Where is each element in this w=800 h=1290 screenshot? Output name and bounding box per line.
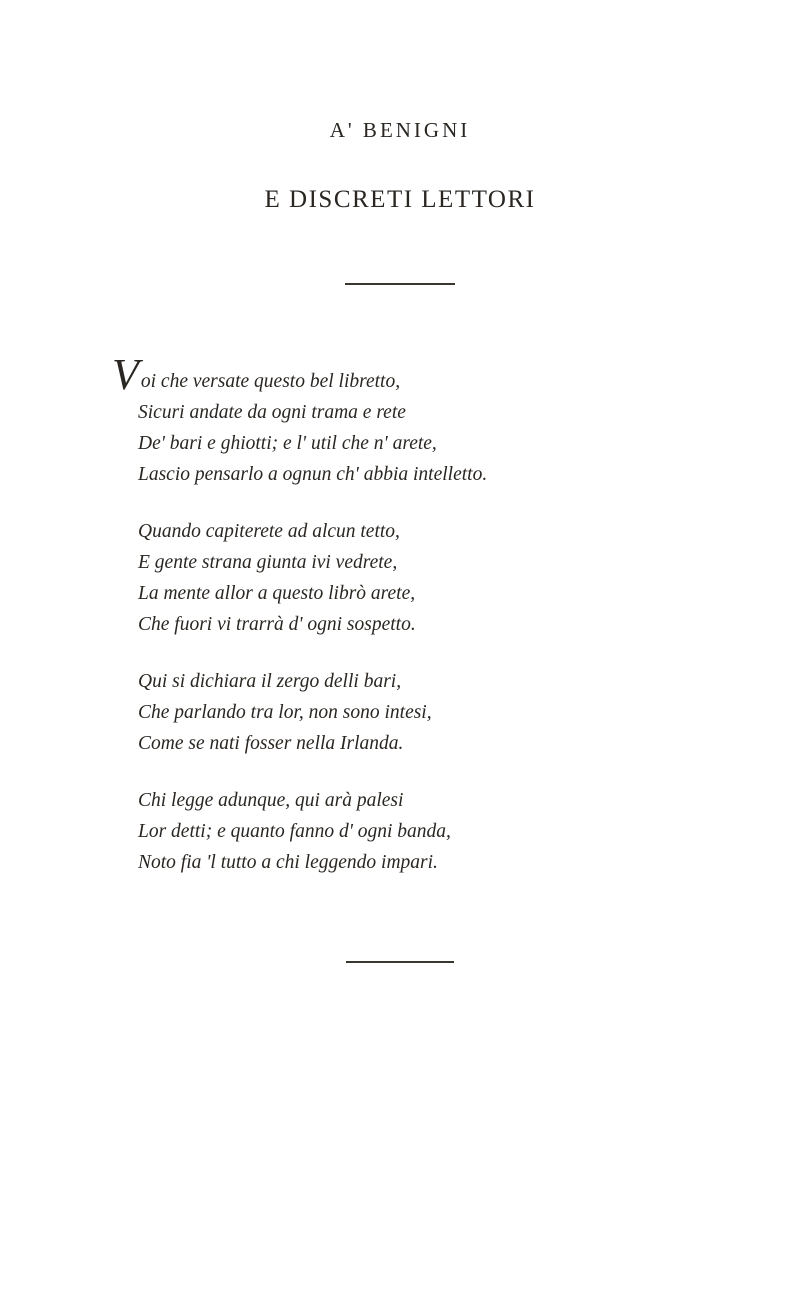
- poem-line: De' bari e ghiotti; e l' util che n' arete,: [138, 433, 437, 454]
- sonnet: [112, 350, 778, 904]
- dedication-heading-line-2: E DISCRETI LETTORI: [264, 186, 536, 213]
- poem-line: [112, 350, 778, 399]
- drop-capital: V: [112, 350, 139, 399]
- top-divider-rule: [345, 283, 455, 285]
- poem-line: Noto fia 'l tutto a chi leggendo impari.: [138, 852, 438, 873]
- poem-line: Lascio pensarlo a ognun ch' abbia intelletto.: [138, 464, 488, 485]
- poem-line: Quando capiterete ad alcun tetto,: [138, 521, 400, 542]
- stanza-1: [112, 350, 778, 490]
- poem-line: E gente strana giunta ivi vedrete,: [138, 552, 398, 573]
- stanza-3: [138, 666, 778, 759]
- poem-line: Chi legge adunque, qui arà palesi: [138, 790, 404, 811]
- poem-line: Come se nati fosser nella Irlanda.: [138, 733, 404, 754]
- stanza-2: [138, 516, 778, 640]
- poem-line-text: oi che versate questo bel libretto,: [140, 371, 401, 392]
- poem-line: La mente allor a questo librò arete,: [138, 583, 416, 604]
- dedication-heading-line-1: A' BENIGNI: [329, 118, 471, 142]
- stanza-4: [138, 785, 778, 878]
- poem-line: Che parlando tra lor, non sono intesi,: [138, 702, 432, 723]
- poem-line: Che fuori vi trarrà d' ogni sospetto.: [138, 614, 416, 635]
- poem-line: Lor detti; e quanto fanno d' ogni banda,: [138, 821, 451, 842]
- bottom-divider-rule: [346, 961, 454, 963]
- poem-line: Qui si dichiara il zergo delli bari,: [138, 671, 402, 692]
- poem-line: Sicuri andate da ogni trama e rete: [138, 402, 406, 423]
